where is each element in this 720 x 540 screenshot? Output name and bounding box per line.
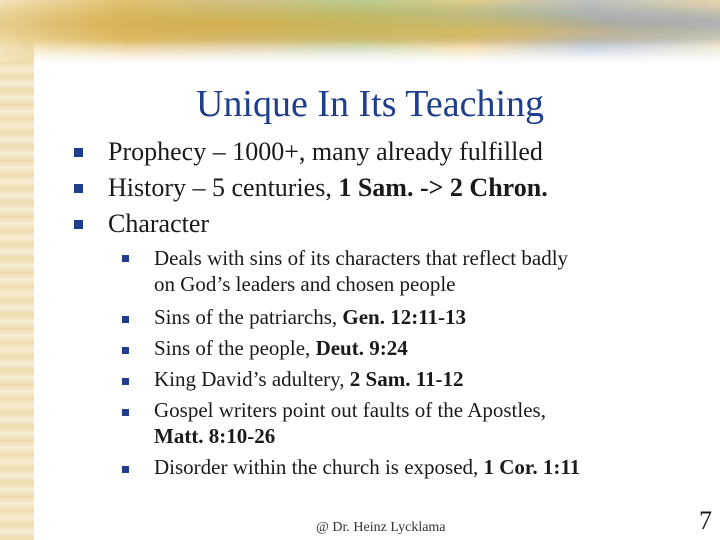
sub-bullet-text: on God’s leaders and chosen people xyxy=(154,272,456,296)
scripture-reference: 1 Cor. 1:11 xyxy=(483,455,581,479)
bullet-marker xyxy=(74,184,83,193)
sub-bullet-text: King David’s adultery, xyxy=(154,367,350,391)
page-number: 7 xyxy=(699,506,712,535)
sub-bullet-marker xyxy=(122,409,129,416)
sub-bullet-text: Sins of the patriarchs, xyxy=(154,305,343,329)
sub-bullet-church-disorder xyxy=(154,455,580,480)
sub-bullet-marker xyxy=(122,466,129,473)
sub-bullet-marker xyxy=(122,255,129,262)
sub-bullet-gospel-writers-line2 xyxy=(154,424,275,449)
sub-bullet-marker xyxy=(122,378,129,385)
sub-bullet-people xyxy=(154,336,408,361)
bullet-character xyxy=(108,209,209,239)
bullet-marker xyxy=(74,220,83,229)
sub-bullet-deals-with-sins xyxy=(154,246,568,271)
scripture-reference: Gen. 12:11-13 xyxy=(342,305,467,329)
sub-bullet-text: Gospel writers point out faults of the Apostles, xyxy=(154,398,546,422)
bullet-text: Prophecy – 1000+, many already fulfilled xyxy=(108,137,543,166)
sub-bullet-david xyxy=(154,367,464,392)
sub-bullet-marker xyxy=(122,316,129,323)
sub-bullet-deals-with-sins-line2 xyxy=(154,272,456,297)
slide-title: Unique In Its Teaching xyxy=(195,83,545,125)
scripture-reference: Deut. 9:24 xyxy=(315,336,408,360)
sub-bullet-patriarchs xyxy=(154,305,466,330)
sub-bullet-gospel-writers xyxy=(154,398,546,423)
bullet-text: History – 5 centuries, xyxy=(108,173,339,202)
scripture-reference: 1 Sam. -> 2 Chron. xyxy=(338,173,548,202)
bullet-marker xyxy=(74,148,83,157)
bullet-prophecy xyxy=(108,137,543,167)
sub-bullet-text: Disorder within the church is exposed, xyxy=(154,455,484,479)
footer-author: @ Dr. Heinz Lycklama xyxy=(316,520,446,535)
sub-bullet-marker xyxy=(122,347,129,354)
bullet-text: Character xyxy=(108,209,210,238)
sub-bullet-text: Sins of the people, xyxy=(154,336,316,360)
scripture-reference: Matt. 8:10-26 xyxy=(154,424,276,448)
sub-bullet-text: Deals with sins of its characters that reflect badly xyxy=(154,246,569,270)
scripture-reference: 2 Sam. 11-12 xyxy=(349,367,464,391)
bullet-history xyxy=(108,173,548,203)
decorative-left-strip xyxy=(0,0,34,540)
